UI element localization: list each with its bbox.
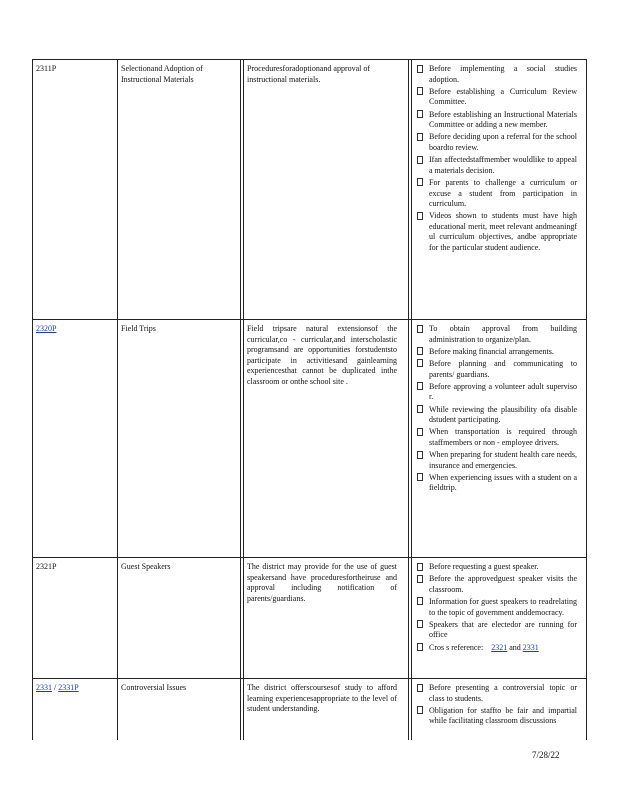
action-item: Obligation for staffto be fair and impartial while facilitating classroom discussions — [417, 706, 577, 727]
action-item: When experiencing issues with a student on a fieldtrip. — [417, 473, 577, 494]
action-item: Videos shown to students must have high educational merit, meet relevant andmeaningf ul curriculum objectives, andbe appropriate for the particular student audience. — [417, 211, 577, 253]
policy-code — [36, 324, 106, 335]
checkbox-bullet-icon — [417, 684, 423, 692]
policy-link-2320p[interactable]: 2320P — [36, 324, 57, 333]
action-item: Information for guest speakers to readrelating to the topic of government anddemocracy. — [417, 597, 577, 618]
policy-description: The district may provide for the use of guest speakersand have proceduresfortheiruse and approval including notification of parents/guardians. — [247, 562, 397, 603]
action-item: When transportation is required through staffmembers or non - employee drivers. — [417, 427, 577, 448]
action-item: When preparing for student health care needs, insurance and emergencies. — [417, 450, 577, 471]
action-item: Before requesting a guest speaker. — [417, 562, 577, 573]
action-list — [417, 683, 577, 729]
action-item: Speakers that are electedor are running for office — [417, 620, 577, 641]
action-item: Before approving a volunteer adult superviso r. — [417, 382, 577, 403]
checkbox-bullet-icon — [417, 451, 423, 459]
table-row — [0, 60, 618, 318]
action-item: Before making financial arrangements. — [417, 347, 577, 358]
checkbox-bullet-icon — [417, 65, 423, 73]
checkbox-bullet-icon — [417, 643, 423, 651]
checkbox-bullet-icon — [417, 359, 423, 367]
cross-reference: Cros s reference: 2321 and 2331 — [417, 643, 577, 654]
checkbox-bullet-icon — [417, 325, 423, 333]
checkbox-bullet-icon — [417, 620, 423, 628]
policy-link-2331p[interactable]: 2331P — [58, 683, 79, 692]
table-row — [0, 558, 618, 677]
action-item: While reviewing the plausibility ofa disable dstudent participating. — [417, 405, 577, 426]
action-item: To obtain approval from building administration to organize/plan. — [417, 324, 577, 345]
action-item: Before the approvedguest speaker visits the classroom. — [417, 574, 577, 595]
checkbox-bullet-icon — [417, 428, 423, 436]
checkbox-bullet-icon — [417, 405, 423, 413]
policy-title: Guest Speakers — [121, 562, 171, 571]
action-list — [417, 562, 577, 655]
checkbox-bullet-icon — [417, 382, 423, 390]
checkbox-bullet-icon — [417, 110, 423, 118]
action-item: Ifan affectedstaffmember wouldlike to appeal a materials decision. — [417, 155, 577, 176]
checkbox-bullet-icon — [417, 133, 423, 141]
policy-description: Proceduresforadoptionand approval of instructional materials. — [247, 64, 371, 84]
crossref-link-2321[interactable]: 2321 — [491, 642, 508, 652]
policy-link-2331[interactable]: 2331 — [36, 683, 52, 692]
policy-title: Field Trips — [121, 324, 156, 333]
checkbox-bullet-icon — [417, 156, 423, 164]
table-row — [0, 320, 618, 556]
action-list — [417, 324, 577, 496]
policy-code: 2321P — [36, 562, 57, 571]
action-item: For parents to challenge a curriculum or excuse a student from participation in curriculum. — [417, 178, 577, 210]
action-item: Before establishing an Instructional Materials Committee or adding a new member. — [417, 110, 577, 131]
crossref-link-2331[interactable]: 2331 — [522, 642, 539, 652]
checkbox-bullet-icon — [417, 347, 423, 355]
policy-title: Selectionand Adoption of Instructional Materials — [121, 64, 203, 84]
policy-code: 2311P — [36, 64, 57, 73]
policy-description: The district offerscoursesof study to afford learning experiencesappropriate to the level of student understanding. — [247, 683, 397, 714]
action-item: Before implementing a social studies adoption. — [417, 64, 577, 85]
checkbox-bullet-icon — [417, 87, 423, 95]
checkbox-bullet-icon — [417, 473, 423, 481]
checkbox-bullet-icon — [417, 178, 423, 186]
checkbox-bullet-icon — [417, 212, 423, 220]
checkbox-bullet-icon — [417, 575, 423, 583]
checkbox-bullet-icon — [417, 597, 423, 605]
action-item: Before deciding upon a referral for the school boardto review. — [417, 132, 577, 153]
checkbox-bullet-icon — [417, 563, 423, 571]
action-item: Before planning and communicating to parents/ guardians. — [417, 359, 577, 380]
table-row — [0, 679, 618, 740]
action-list — [417, 64, 577, 255]
policy-title: Controversial Issues — [121, 683, 187, 692]
policy-description: Field tripsare natural extensionsof the curricular,co - curricular,and interscholastic programsand are opportunities forstudentsto participate in activitiesand gainlearning experiencesthat cannot be duplicated inthe classroom or onthe school site . — [247, 324, 397, 386]
footer-date: 7/28/22 — [532, 750, 560, 760]
checkbox-bullet-icon — [417, 706, 423, 714]
action-item: Before presenting a controversial topic or class to students. — [417, 683, 577, 704]
action-item: Before establishing a Curriculum Review Committee. — [417, 87, 577, 108]
policy-code: 2331 / 2331P — [36, 683, 79, 692]
